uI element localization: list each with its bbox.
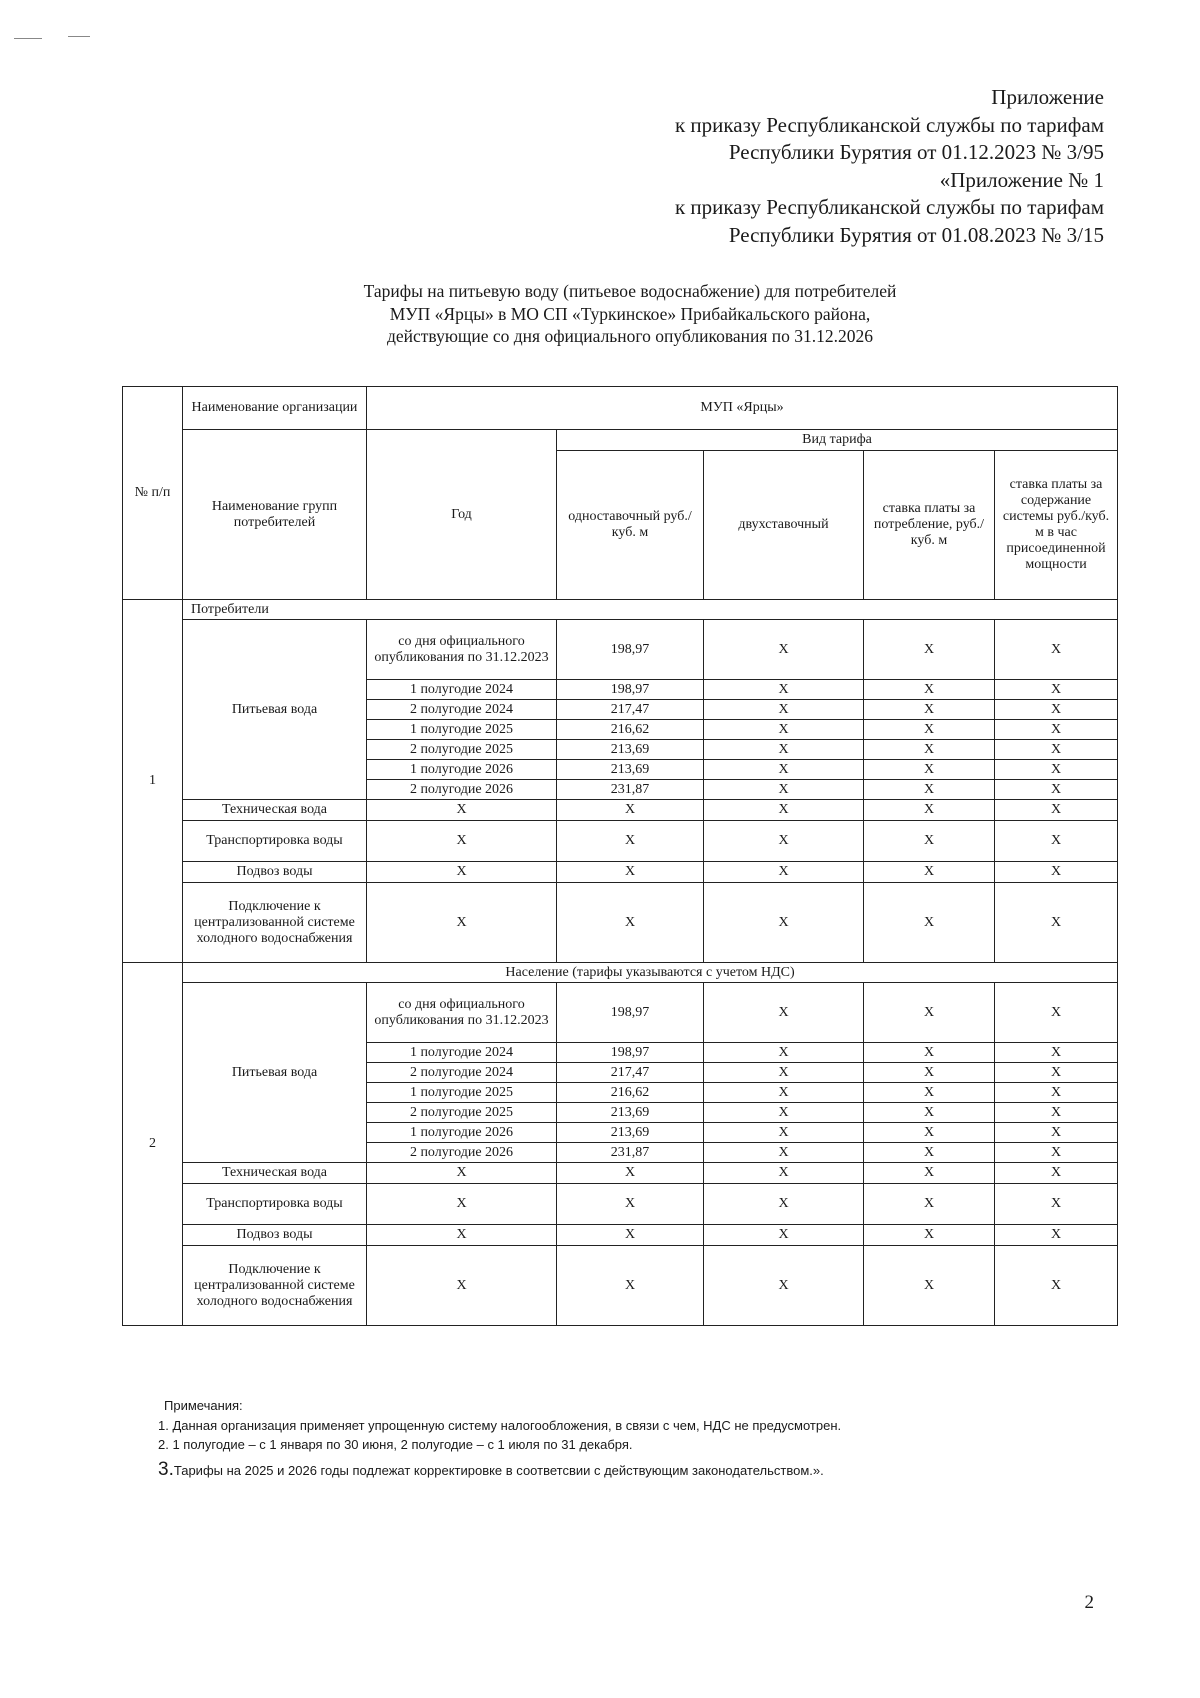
two-rate-value: X xyxy=(704,720,864,740)
consumption-rate-value: X xyxy=(864,760,995,780)
period-cell: 1 полугодие 2026 xyxy=(367,1123,557,1143)
two-rate-value: X xyxy=(704,740,864,760)
consumption-rate-value: X xyxy=(864,1063,995,1083)
table-row xyxy=(123,883,1118,963)
maintenance-rate-value: X xyxy=(995,1123,1118,1143)
period-cell: X xyxy=(367,883,557,963)
two-rate-value: X xyxy=(704,700,864,720)
section-number: 1 xyxy=(123,600,183,963)
maintenance-rate-value: X xyxy=(995,1163,1118,1184)
consumption-rate-value: X xyxy=(864,883,995,963)
note-2: 2. 1 полугодие – с 1 января по 30 июня, 2 полугодие – с 1 июля по 31 декабря. xyxy=(158,1437,633,1452)
note-1: 1. Данная организация применяет упрощенную систему налогообложения, в связи с чем, НДС не предусмотрен. xyxy=(158,1417,842,1433)
single-rate-value: 213,69 xyxy=(557,1103,704,1123)
single-rate-value: 213,69 xyxy=(557,1123,704,1143)
single-rate-value: 216,62 xyxy=(557,720,704,740)
single-rate-value: X xyxy=(557,862,704,883)
maintenance-rate-value: X xyxy=(995,680,1118,700)
header-line: Республики Бурятия от 01.08.2023 № 3/15 xyxy=(728,222,1104,247)
two-rate-value: X xyxy=(704,760,864,780)
group-label-cell: Подвоз воды xyxy=(183,862,367,883)
table-row xyxy=(123,800,1118,821)
consumption-rate-value: X xyxy=(864,1103,995,1123)
two-rate-value: X xyxy=(704,821,864,862)
maintenance-rate-value: X xyxy=(995,780,1118,800)
consumption-rate-value: X xyxy=(864,1143,995,1163)
single-rate-value: 213,69 xyxy=(557,760,704,780)
consumption-rate-value: X xyxy=(864,620,995,680)
single-rate-value: 198,97 xyxy=(557,983,704,1043)
single-rate-value: 198,97 xyxy=(557,620,704,680)
consumption-rate-value: X xyxy=(864,740,995,760)
header-line: к приказу Республиканской службы по тарифам xyxy=(674,112,1104,137)
section-title-row xyxy=(123,600,1118,620)
maintenance-rate-value: X xyxy=(995,883,1118,963)
period-cell: со дня официального опубликования по 31.12.2023 xyxy=(367,983,557,1043)
table-row xyxy=(123,821,1118,862)
header-line: к приказу Республиканской службы по тарифам xyxy=(674,195,1104,219)
two-rate-value: X xyxy=(704,862,864,883)
two-rate-value: X xyxy=(704,620,864,680)
maintenance-rate-value: X xyxy=(995,1043,1118,1063)
period-cell: X xyxy=(367,800,557,821)
table-row xyxy=(123,1225,1118,1246)
consumption-rate-value: X xyxy=(864,1246,995,1326)
table-row xyxy=(123,983,1118,1043)
maintenance-rate-value: X xyxy=(995,1246,1118,1326)
consumption-rate-value: X xyxy=(864,983,995,1043)
section-title: Население (тарифы указываются с учетом НДС) xyxy=(183,963,1118,983)
two-rate-value: X xyxy=(704,780,864,800)
header-line: Республики Бурятия от 01.12.2023 № 3/95 xyxy=(728,140,1104,164)
consumption-rate-value: X xyxy=(864,800,995,821)
period-cell: 1 полугодие 2025 xyxy=(367,1083,557,1103)
two-rate-value: X xyxy=(704,800,864,821)
maintenance-rate-value: X xyxy=(995,983,1118,1043)
period-cell: со дня официального опубликования по 31.12.2023 xyxy=(367,620,557,680)
maintenance-rate-value: X xyxy=(995,740,1118,760)
period-cell: X xyxy=(367,1246,557,1326)
period-cell: X xyxy=(367,862,557,883)
period-cell: X xyxy=(367,821,557,862)
single-rate-value: 198,97 xyxy=(557,1043,704,1063)
period-cell: 1 полугодие 2024 xyxy=(367,680,557,700)
maintenance-rate-value: X xyxy=(995,1143,1118,1163)
consumption-rate-value: X xyxy=(864,862,995,883)
consumption-rate-value: X xyxy=(864,1123,995,1143)
period-cell: 2 полугодие 2025 xyxy=(367,740,557,760)
header-line: Приложение xyxy=(991,85,1104,109)
period-cell: X xyxy=(367,1163,557,1184)
group-label-cell: Подключение к централизованной системе холодного водоснабжения xyxy=(183,883,367,963)
consumption-rate-value: X xyxy=(864,821,995,862)
maintenance-rate-value: X xyxy=(995,1063,1118,1083)
period-cell: 1 полугодие 2026 xyxy=(367,760,557,780)
header-line: «Приложение № 1 xyxy=(939,167,1104,192)
period-cell: X xyxy=(367,1225,557,1246)
two-rate-value: X xyxy=(704,1103,864,1123)
two-rate-value: X xyxy=(704,883,864,963)
group-label-cell: Подвоз воды xyxy=(183,1225,367,1246)
maintenance-rate-value: X xyxy=(995,821,1118,862)
single-rate-value: 217,47 xyxy=(557,1063,704,1083)
single-rate-value: X xyxy=(557,1246,704,1326)
maintenance-rate-value: X xyxy=(995,800,1118,821)
note-3-text: Тарифы на 2025 и 2026 годы подлежат корректировке в соответсвии с действующим законодательством.». xyxy=(173,1462,824,1478)
org-value: МУП «Ярцы» xyxy=(367,387,1118,430)
num-header: № п/п xyxy=(123,387,183,600)
period-cell: 2 полугодие 2026 xyxy=(367,1143,557,1163)
period-cell: 2 полугодие 2024 xyxy=(367,1063,557,1083)
two-rate-value: X xyxy=(704,1184,864,1225)
consumption-rate-value: X xyxy=(864,720,995,740)
two-rate-value: X xyxy=(704,1163,864,1184)
section-title-row xyxy=(123,963,1118,983)
maintenance-rate-value: X xyxy=(995,1103,1118,1123)
consumption-rate-value: X xyxy=(864,700,995,720)
two-rate-value: X xyxy=(704,680,864,700)
org-label: Наименование организации xyxy=(183,387,367,430)
col-two-rate: двухставочный xyxy=(704,451,864,600)
table-row xyxy=(123,620,1118,680)
title-line: действующие со дня официального опубликования по 31.12.2026 xyxy=(386,326,874,346)
consumption-rate-value: X xyxy=(864,780,995,800)
col-single-rate: одноставочный руб./ куб. м xyxy=(557,451,704,600)
two-rate-value: X xyxy=(704,1063,864,1083)
tariff-type-label: Вид тарифа xyxy=(557,430,1118,451)
single-rate-value: 213,69 xyxy=(557,740,704,760)
single-rate-value: 198,97 xyxy=(557,680,704,700)
note-3-number: 3. xyxy=(158,1458,174,1480)
single-rate-value: X xyxy=(557,1225,704,1246)
period-cell: 1 полугодие 2024 xyxy=(367,1043,557,1063)
single-rate-value: 217,47 xyxy=(557,700,704,720)
two-rate-value: X xyxy=(704,1225,864,1246)
consumption-rate-value: X xyxy=(864,1184,995,1225)
maintenance-rate-value: X xyxy=(995,862,1118,883)
document-title xyxy=(0,280,1200,348)
group-label-cell: Техническая вода xyxy=(183,1163,367,1184)
two-rate-value: X xyxy=(704,1143,864,1163)
consumption-rate-value: X xyxy=(864,1043,995,1063)
period-cell: X xyxy=(367,1184,557,1225)
single-rate-value: X xyxy=(557,1184,704,1225)
group-drinking-water: Питьевая вода xyxy=(183,620,367,800)
period-cell: 2 полугодие 2025 xyxy=(367,1103,557,1123)
two-rate-value: X xyxy=(704,1083,864,1103)
table-row xyxy=(123,1246,1118,1326)
section-title: Потребители xyxy=(183,600,1118,620)
single-rate-value: X xyxy=(557,800,704,821)
single-rate-value: X xyxy=(557,1163,704,1184)
page-number: 2 xyxy=(1084,1592,1094,1613)
maintenance-rate-value: X xyxy=(995,760,1118,780)
period-cell: 2 полугодие 2026 xyxy=(367,780,557,800)
col-maintenance-rate: ставка платы за содержание системы руб./куб. м в час присоединенной мощности xyxy=(995,451,1118,600)
two-rate-value: X xyxy=(704,983,864,1043)
two-rate-value: X xyxy=(704,1123,864,1143)
group-label-cell: Транспортировка воды xyxy=(183,821,367,862)
single-rate-value: 216,62 xyxy=(557,1083,704,1103)
maintenance-rate-value: X xyxy=(995,620,1118,680)
group-label: Наименование групп потребителей xyxy=(183,430,367,600)
consumption-rate-value: X xyxy=(864,1225,995,1246)
consumption-rate-value: X xyxy=(864,1083,995,1103)
group-label-cell: Подключение к централизованной системе холодного водоснабжения xyxy=(183,1246,367,1326)
scan-mark xyxy=(14,38,42,39)
tariff-table xyxy=(122,386,1118,1326)
period-cell: 1 полугодие 2025 xyxy=(367,720,557,740)
consumption-rate-value: X xyxy=(864,1163,995,1184)
col-consumption-rate: ставка платы за потребление, руб./ куб. м xyxy=(864,451,995,600)
single-rate-value: X xyxy=(557,821,704,862)
table-row xyxy=(123,1163,1118,1184)
group-drinking-water: Питьевая вода xyxy=(183,983,367,1163)
group-label-cell: Техническая вода xyxy=(183,800,367,821)
appendix-header xyxy=(675,84,1104,249)
scan-mark xyxy=(68,36,90,37)
maintenance-rate-value: X xyxy=(995,700,1118,720)
two-rate-value: X xyxy=(704,1043,864,1063)
two-rate-value: X xyxy=(704,1246,864,1326)
consumption-rate-value: X xyxy=(864,680,995,700)
period-cell: 2 полугодие 2024 xyxy=(367,700,557,720)
maintenance-rate-value: X xyxy=(995,1083,1118,1103)
notes xyxy=(158,1396,841,1480)
note-3 xyxy=(158,1460,841,1481)
single-rate-value: 231,87 xyxy=(557,1143,704,1163)
table-row xyxy=(123,862,1118,883)
year-label: Год xyxy=(367,430,557,600)
single-rate-value: 231,87 xyxy=(557,780,704,800)
notes-heading: Примечания: xyxy=(164,1398,243,1413)
maintenance-rate-value: X xyxy=(995,720,1118,740)
title-line: МУП «Ярцы» в МО СП «Туркинское» Прибайкальского района, xyxy=(389,303,871,324)
table-row xyxy=(123,1184,1118,1225)
title-line: Тарифы на питьевую воду (питьевое водоснабжение) для потребителей xyxy=(363,281,897,301)
section-number: 2 xyxy=(123,963,183,1326)
group-label-cell: Транспортировка воды xyxy=(183,1184,367,1225)
maintenance-rate-value: X xyxy=(995,1225,1118,1246)
single-rate-value: X xyxy=(557,883,704,963)
maintenance-rate-value: X xyxy=(995,1184,1118,1225)
